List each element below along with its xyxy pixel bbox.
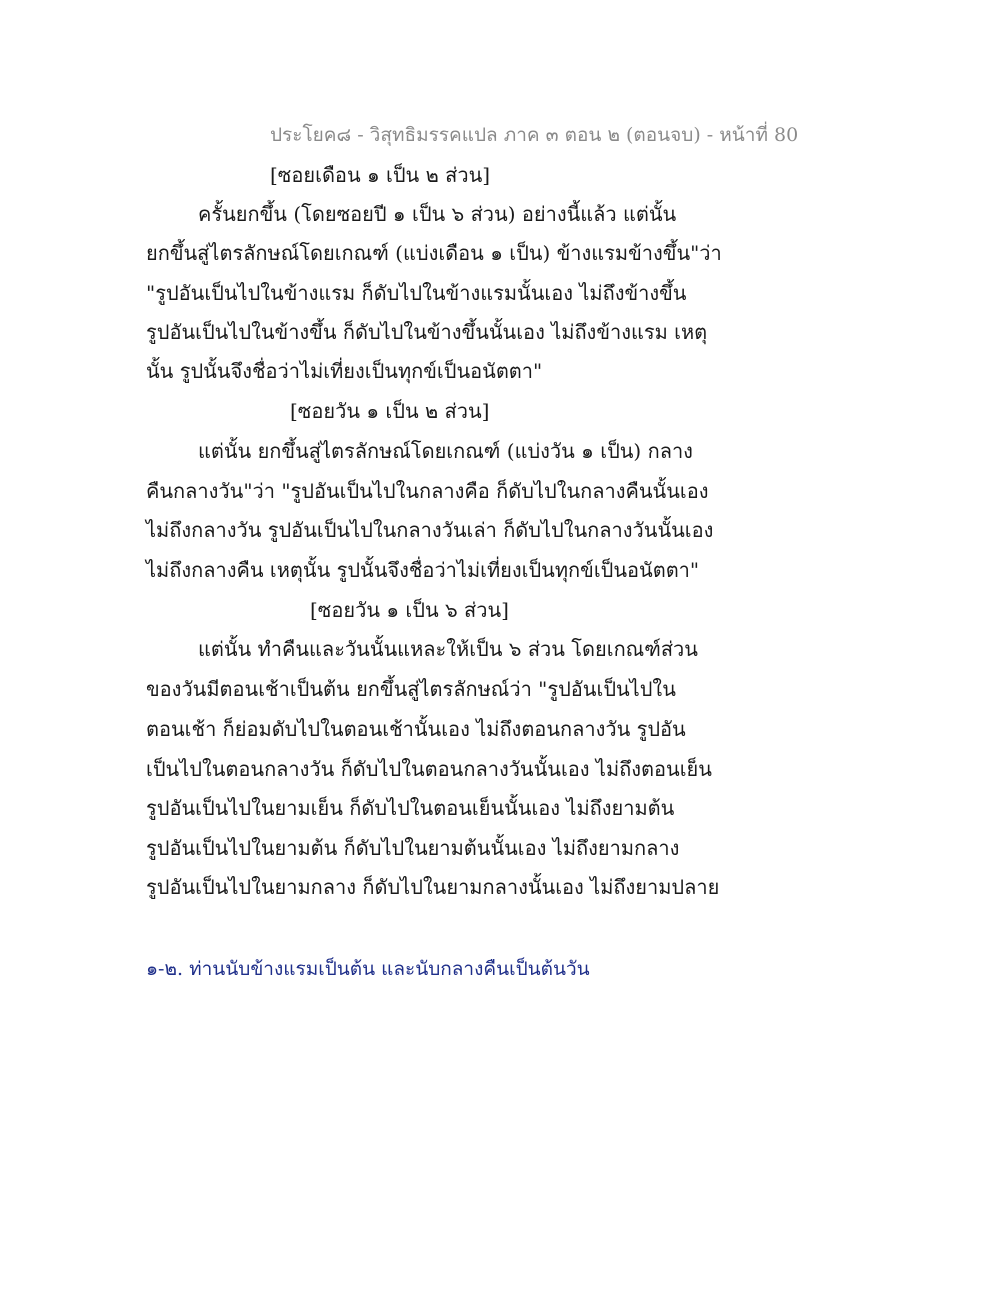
body-line: ไม่ถึงกลางวัน รูปอันเป็นไปในกลางวันเล่า ก็ดับไปในกลางวันนั้นเอง bbox=[146, 518, 714, 542]
body-line: แต่นั้น ทำคืนและวันนั้นแหละให้เป็น ๖ ส่วน โดยเกณฑ์ส่วน bbox=[198, 637, 698, 661]
body-line: ของวันมีตอนเช้าเป็นต้น ยกขึ้นสู่ไตรลักษณ์ว่า "รูปอันเป็นไปใน bbox=[146, 677, 676, 701]
body-line: นั้น รูปนั้นจึงชื่อว่าไม่เที่ยงเป็นทุกข์เป็นอนัตตา" bbox=[146, 359, 543, 383]
section-heading: [ซอยวัน ๑ เป็น ๖ ส่วน] bbox=[310, 598, 509, 622]
body-line: รูปอันเป็นไปในยามเย็น ก็ดับไปในตอนเย็นนั้นเอง ไม่ถึงยามต้น bbox=[146, 796, 675, 820]
body-line: ครั้นยกขึ้น (โดยซอยปี ๑ เป็น ๖ ส่วน) อย่างนี้แล้ว แต่นั้น bbox=[198, 202, 677, 226]
body-line: ไม่ถึงกลางคืน เหตุนั้น รูปนั้นจึงชื่อว่าไม่เที่ยงเป็นทุกข์เป็นอนัตตา" bbox=[146, 558, 700, 582]
section-heading: [ซอยวัน ๑ เป็น ๒ ส่วน] bbox=[290, 399, 490, 423]
body-line: แต่นั้น ยกขึ้นสู่ไตรลักษณ์โดยเกณฑ์ (แบ่งวัน ๑ เป็น) กลาง bbox=[198, 439, 693, 463]
body-line: รูปอันเป็นไปในยามต้น ก็ดับไปในยามต้นนั้นเอง ไม่ถึงยามกลาง bbox=[146, 836, 680, 860]
section-heading: [ซอยเดือน ๑ เป็น ๒ ส่วน] bbox=[270, 163, 491, 187]
page-header: ประโยค๘ - วิสุทธิมรรคแปล ภาค ๓ ตอน ๒ (ตอนจบ) - หน้าที่ 80 bbox=[270, 124, 799, 146]
body-line: รูปอันเป็นไปในยามกลาง ก็ดับไปในยามกลางนั้นเอง ไม่ถึงยามปลาย bbox=[146, 875, 720, 899]
body-line: รูปอันเป็นไปในข้างขึ้น ก็ดับไปในข้างขึ้นนั้นเอง ไม่ถึงข้างแรม เหตุ bbox=[146, 320, 708, 344]
body-line: ตอนเช้า ก็ย่อมดับไปในตอนเช้านั้นเอง ไม่ถึงตอนกลางวัน รูปอัน bbox=[146, 717, 686, 741]
body-line: ยกขึ้นสู่ไตรลักษณ์โดยเกณฑ์ (แบ่งเดือน ๑ เป็น) ข้างแรมข้างขึ้น"ว่า bbox=[146, 241, 722, 265]
footnote: ๑-๒. ท่านนับข้างแรมเป็นต้น และนับกลางคืนเป็นต้นวัน bbox=[146, 958, 590, 980]
body-line: "รูปอันเป็นไปในข้างแรม ก็ดับไปในข้างแรมนั้นเอง ไม่ถึงข้างขึ้น bbox=[146, 281, 687, 305]
body-line: เป็นไปในตอนกลางวัน ก็ดับไปในตอนกลางวันนั้นเอง ไม่ถึงตอนเย็น bbox=[146, 757, 712, 781]
body-line: คืนกลางวัน"ว่า "รูปอันเป็นไปในกลางคือ ก็ดับไปในกลางคืนนั้นเอง bbox=[146, 479, 709, 503]
